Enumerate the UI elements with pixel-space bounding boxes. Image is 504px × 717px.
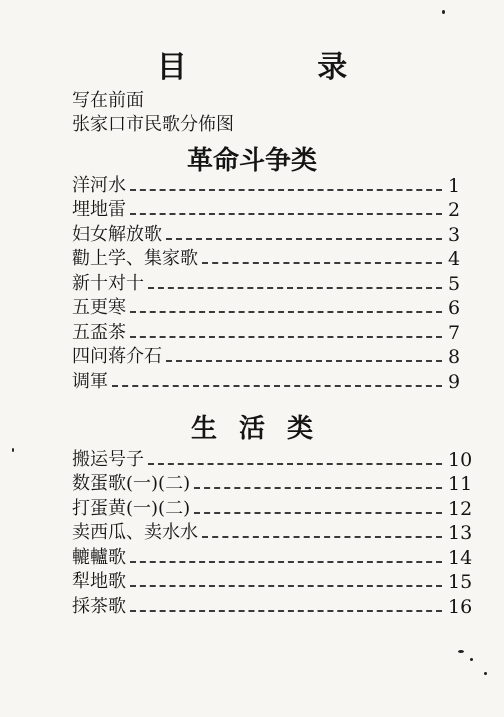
toc-entry-title: 新十对十: [72, 272, 144, 294]
toc-entry-title: 卖西瓜、卖水水: [72, 522, 198, 543]
toc-entry-page: 15: [448, 571, 473, 593]
toc-entry: [72, 446, 472, 471]
toc-entry-page: 11: [448, 473, 473, 495]
scan-speck: [470, 658, 473, 661]
toc-entry: [72, 344, 472, 369]
toc-entry: [72, 221, 472, 246]
scan-speck: [12, 448, 14, 452]
toc-entry-page: 8: [448, 346, 461, 368]
toc-entry: [72, 319, 472, 344]
toc-entry-page: 16: [448, 595, 473, 618]
toc-entry-title: 五盃茶: [72, 321, 126, 343]
toc-entry-page: 3: [448, 223, 461, 246]
toc-entry-title: 轆轤歌: [72, 546, 126, 568]
dot-leader: [194, 512, 442, 514]
dot-leader: [130, 610, 442, 612]
toc-entry-page: 6: [448, 297, 461, 319]
toc-entry: [72, 520, 472, 545]
toc-entry: [72, 368, 472, 393]
toc-entry-title: 犁地歌: [72, 571, 126, 592]
toc-entry-page: 10: [448, 448, 473, 471]
dot-leader: [166, 238, 442, 240]
dot-leader: [148, 287, 442, 289]
toc-entry-title: 採茶歌: [72, 595, 126, 617]
toc-entry-title: 埋地雷: [72, 199, 126, 220]
scan-speck: [442, 10, 445, 14]
dot-leader: [202, 262, 442, 264]
toc-entry-title: 数蛋歌(一)(二): [72, 473, 191, 494]
page-title: 目 录: [156, 50, 408, 85]
toc-entry-page: 13: [448, 522, 473, 544]
toc-list-life: [72, 446, 472, 618]
toc-entry: [72, 172, 472, 197]
toc-entry: [72, 246, 472, 271]
dot-leader: [130, 585, 442, 587]
toc-entry: [72, 197, 472, 222]
toc-entry-page: 2: [448, 199, 461, 221]
toc-entry: [72, 495, 472, 520]
dot-leader: [130, 561, 442, 563]
toc-entry: [72, 471, 472, 496]
scan-speck: [484, 672, 487, 675]
scan-speck: [458, 650, 464, 653]
toc-entry-title: 勸上学、集家歌: [72, 248, 198, 269]
dot-leader: [194, 487, 442, 489]
toc-entry-title: 五更寒: [72, 297, 126, 318]
toc-entry-page: 1: [448, 174, 461, 197]
section-heading-life: 生活类: [190, 414, 335, 444]
toc-entry-page: 14: [448, 546, 473, 569]
dot-leader: [130, 336, 442, 338]
toc-entry-title: 洋河水: [72, 174, 126, 196]
toc-entry: [72, 569, 472, 594]
toc-entry-title: 四问蒋介石: [72, 346, 162, 367]
toc-entry: [72, 295, 472, 320]
toc-entry-page: 5: [448, 272, 461, 295]
preface-item: 写在前面: [72, 90, 144, 111]
dot-leader: [166, 360, 442, 362]
toc-list-revolution: [72, 172, 472, 393]
toc-entry-title: 妇女解放歌: [72, 223, 162, 245]
dot-leader: [112, 385, 442, 387]
dot-leader: [130, 311, 442, 313]
dot-leader: [130, 189, 442, 191]
toc-entry-page: 12: [448, 497, 473, 520]
preface-item: 张家口市民歌分佈图: [72, 114, 234, 135]
toc-entry-page: 7: [448, 321, 461, 344]
toc-entry-title: 调軍: [72, 370, 108, 392]
toc-entry-page: 4: [448, 248, 461, 270]
dot-leader: [148, 463, 442, 465]
toc-entry-title: 打蛋黄(一)(二): [72, 497, 191, 519]
section-heading-revolution: 革命斗争类: [186, 146, 317, 176]
toc-entry-page: 9: [448, 370, 461, 393]
dot-leader: [130, 213, 442, 215]
toc-entry: [72, 593, 472, 618]
toc-entry: [72, 544, 472, 569]
toc-entry-title: 搬运号子: [72, 448, 144, 470]
dot-leader: [202, 536, 442, 538]
toc-entry: [72, 270, 472, 295]
